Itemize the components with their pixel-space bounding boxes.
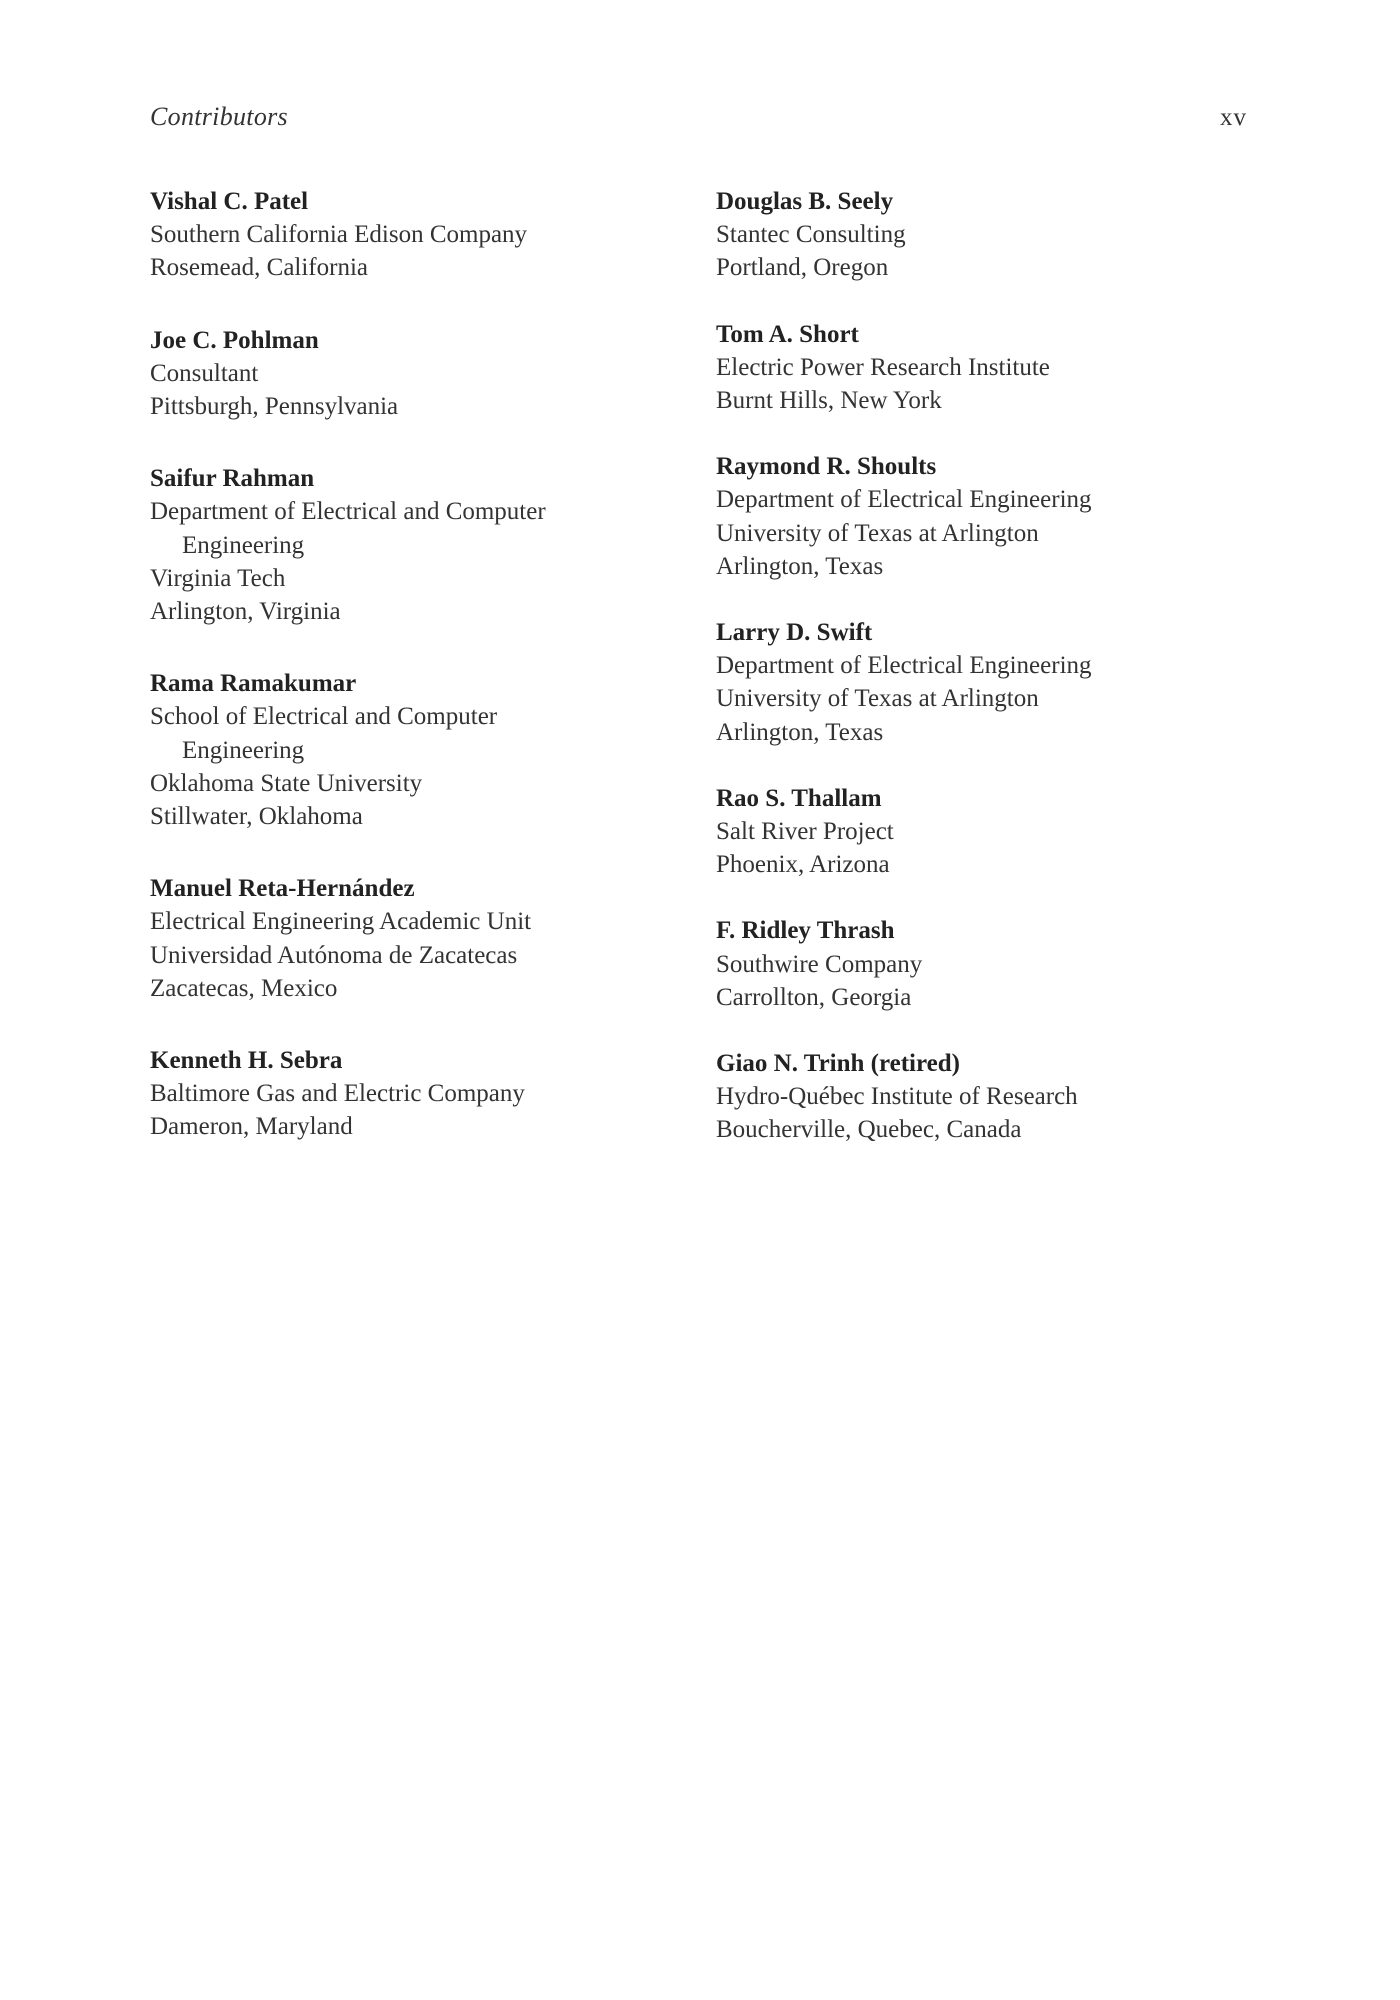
contributor-entry — [716, 318, 1256, 418]
contributor-name: Kenneth H. Sebra — [150, 1047, 343, 1075]
contributor-name: Vishal C. Patel — [150, 188, 309, 215]
contributor-institution: University of Texas at Arlington — [716, 519, 1039, 547]
contributor-name: F. Ridley Thrash — [716, 917, 895, 945]
contributor-entry — [716, 185, 1256, 285]
contributor-entry — [716, 616, 1256, 749]
contributor-name: Rama Ramakumar — [150, 670, 357, 698]
contributor-location: Burnt Hills, New York — [716, 387, 942, 415]
contributor-affiliation: Department of Electrical and Computer — [150, 498, 546, 526]
contributor-affiliation: Southern California Edison Company — [150, 221, 528, 249]
contributor-name: Rao S. Thallam — [716, 784, 882, 812]
contributor-institution: Virginia Tech — [150, 564, 286, 592]
contributor-entry — [150, 872, 690, 1005]
contributor-affiliation: Salt River Project — [716, 818, 894, 846]
contributor-location: Arlington, Texas — [716, 718, 884, 746]
contributor-entry — [716, 782, 1256, 882]
contributor-location: Portland, Oregon — [716, 254, 889, 282]
contributor-location: Stillwater, Oklahoma — [150, 803, 363, 831]
contributor-affiliation-continued: Engineering — [182, 736, 305, 764]
contributor-affiliation: School of Electrical and Computer — [150, 703, 498, 731]
contributor-name: Raymond R. Shoults — [716, 453, 937, 481]
contributor-location: Arlington, Virginia — [150, 598, 341, 626]
contributor-location: Pittsburgh, Pennsylvania — [150, 393, 399, 421]
contributor-name: Joe C. Pohlman — [150, 326, 319, 354]
contributor-affiliation: Electrical Engineering Academic Unit — [150, 908, 532, 936]
contributor-affiliation: Hydro-Québec Institute of Research — [716, 1083, 1078, 1111]
contributor-entry — [150, 185, 690, 285]
contributor-entry — [716, 914, 1256, 1014]
contributor-location: Phoenix, Arizona — [716, 851, 890, 879]
contributor-institution: University of Texas at Arlington — [716, 685, 1039, 713]
contributor-affiliation-continued: Engineering — [182, 531, 305, 559]
contributor-institution: Universidad Autónoma de Zacatecas — [150, 941, 518, 969]
contributor-location: Carrollton, Georgia — [716, 983, 912, 1011]
contributor-entry — [716, 450, 1256, 583]
contributor-location: Arlington, Texas — [716, 552, 884, 580]
contributor-location: Zacatecas, Mexico — [150, 974, 338, 1002]
contributor-affiliation: Department of Electrical Engineering — [716, 486, 1092, 514]
contributors-column-right — [716, 185, 1256, 1180]
contributor-institution: Oklahoma State University — [150, 769, 423, 797]
contributor-location: Dameron, Maryland — [150, 1113, 353, 1141]
contributor-entry — [150, 1044, 690, 1144]
contributor-name: Saifur Rahman — [150, 465, 315, 493]
contributor-affiliation: Department of Electrical Engineering — [716, 652, 1092, 680]
contributor-name: Larry D. Swift — [716, 619, 873, 647]
contributor-entry — [150, 324, 690, 424]
contributor-affiliation: Electric Power Research Institute — [716, 353, 1050, 381]
contributors-column-left — [150, 185, 690, 1183]
page-number: xv — [1220, 104, 1247, 131]
contributor-name: Douglas B. Seely — [716, 188, 894, 215]
contributor-entry — [716, 1047, 1256, 1147]
contributor-affiliation: Southwire Company — [716, 950, 923, 978]
contributor-affiliation: Baltimore Gas and Electric Company — [150, 1080, 525, 1108]
contributor-entry — [150, 462, 690, 628]
contributor-affiliation: Stantec Consulting — [716, 221, 906, 249]
contributor-location: Boucherville, Quebec, Canada — [716, 1116, 1022, 1144]
contributor-entry — [150, 667, 690, 833]
contributor-name: Manuel Reta-Hernández — [150, 875, 415, 903]
contributor-name: Tom A. Short — [716, 320, 859, 348]
contributor-location: Rosemead, California — [150, 254, 368, 282]
running-head-title: Contributors — [150, 102, 288, 131]
contributor-affiliation: Consultant — [150, 359, 259, 387]
contributor-name: Giao N. Trinh (retired) — [716, 1050, 960, 1078]
